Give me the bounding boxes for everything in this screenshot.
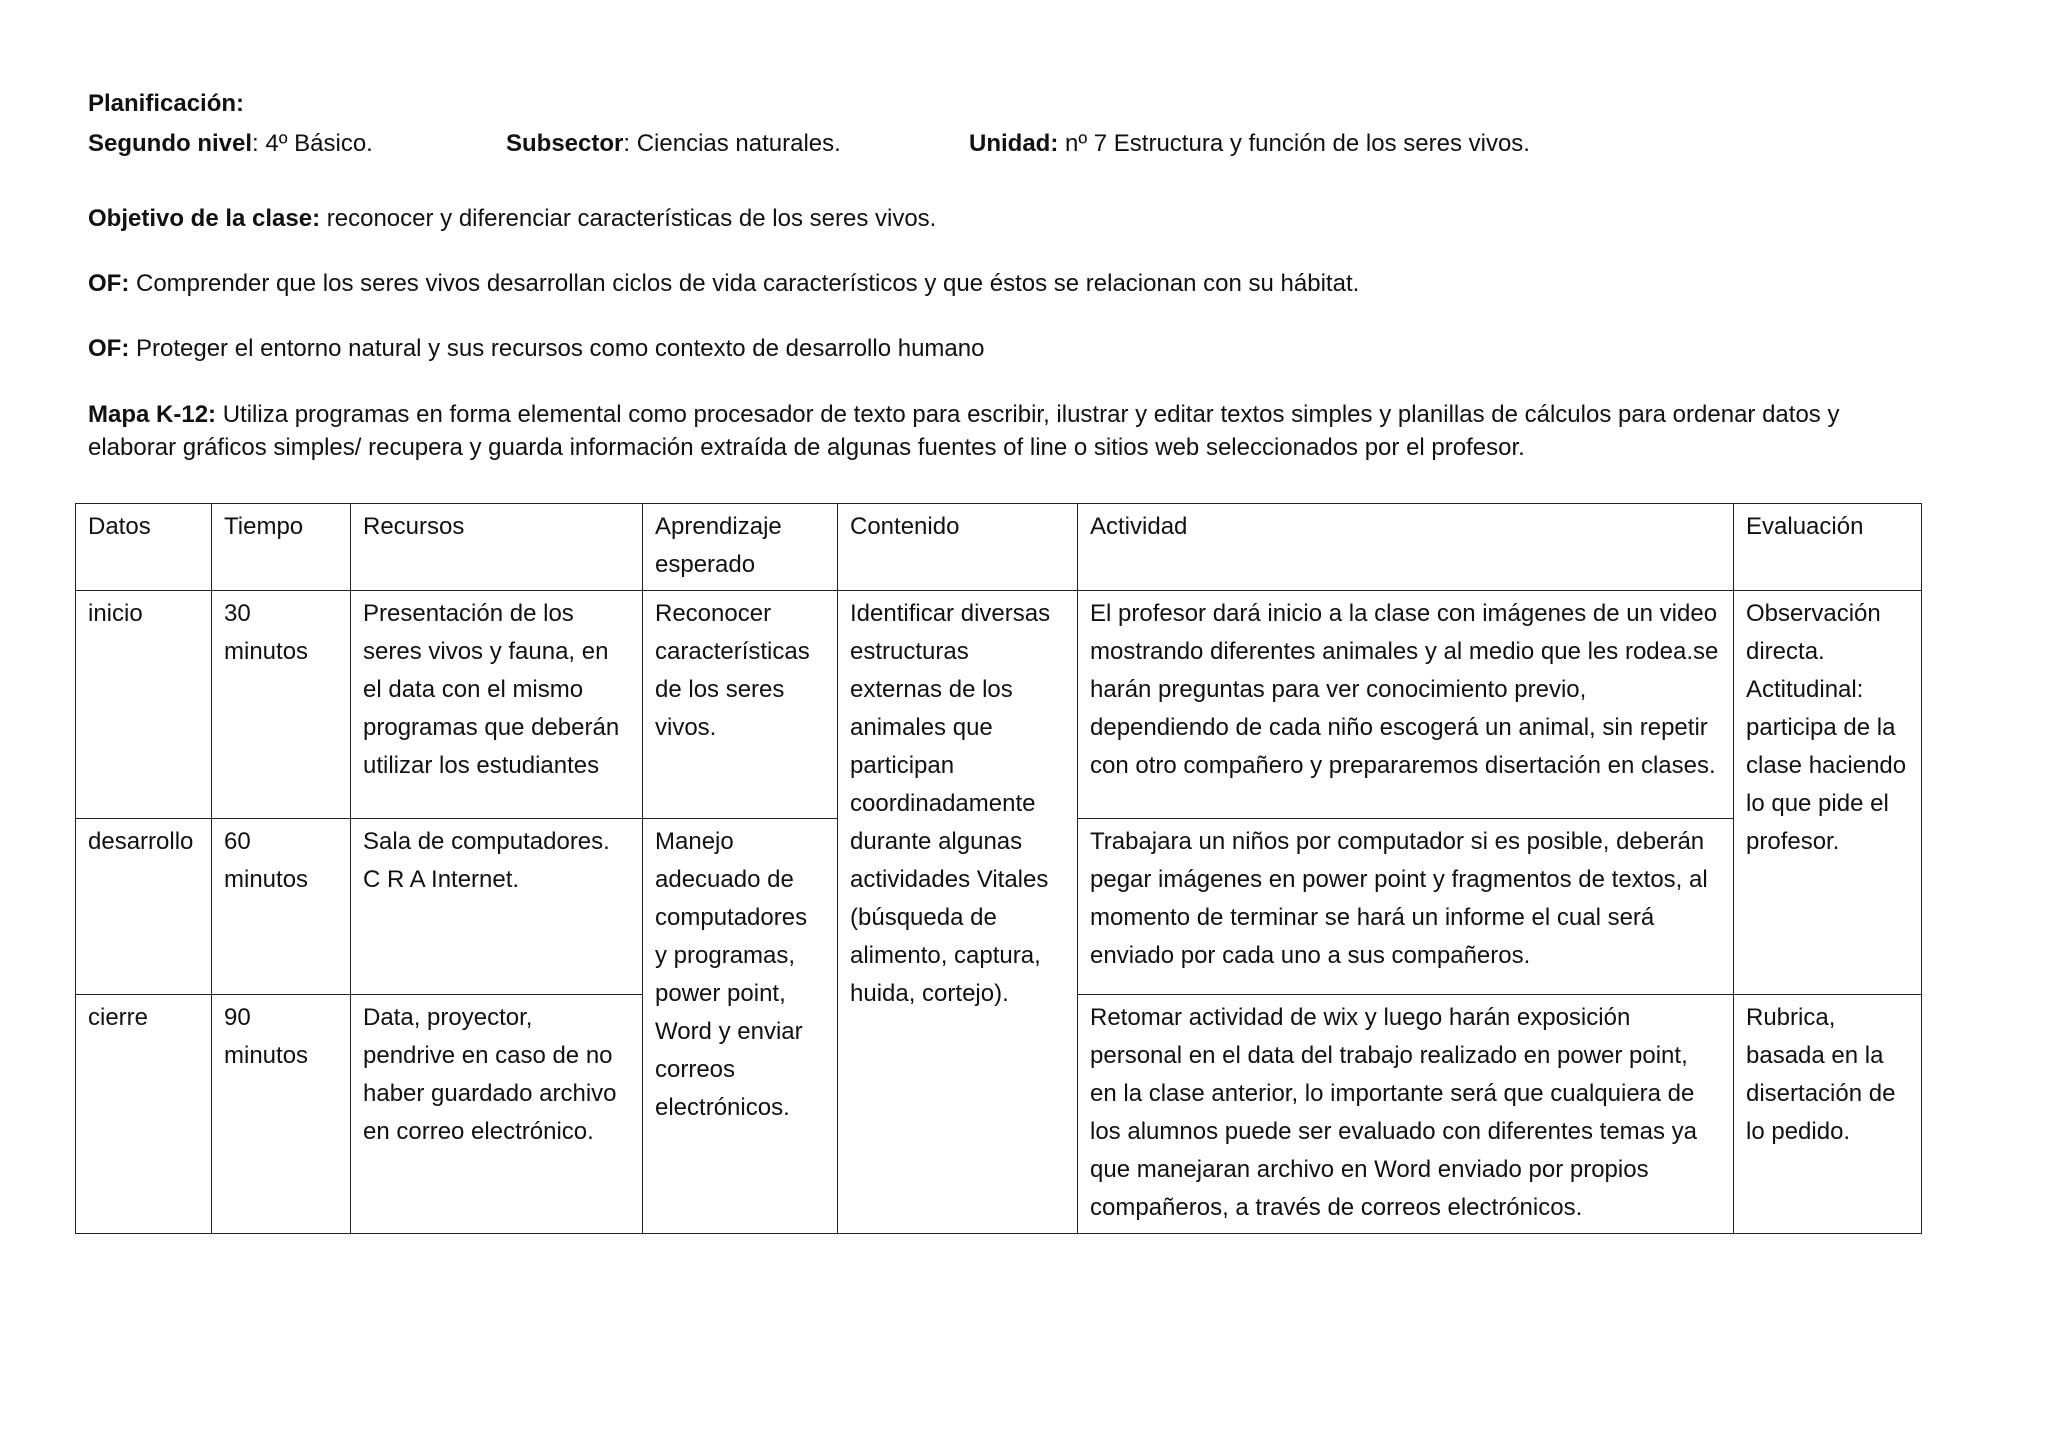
cell-actividad: Trabajara un niños por computador si es posible, deberán pegar imágenes en power point y fragmentos de textos, al momento de terminar se hará un informe el cual será enviado por cada uno a sus compañeros. xyxy=(1078,819,1734,995)
unidad-field xyxy=(969,128,1530,160)
cell-evaluacion: Observación directa. Actitudinal: participa de la clase haciendo lo que pide el profesor. xyxy=(1734,591,1922,995)
of2-line xyxy=(88,333,984,365)
of1-line xyxy=(88,268,1359,300)
header-cell-tiempo: Tiempo xyxy=(212,504,351,591)
cell-datos: inicio xyxy=(76,591,212,819)
page-title: Planificación: xyxy=(88,90,245,117)
cell-tiempo: 60 minutos xyxy=(212,819,351,995)
of1-label: OF: xyxy=(88,270,130,297)
cell-actividad: Retomar actividad de wix y luego harán exposición personal en el data del trabajo realizado en power point, en la clase anterior, lo importante será que cualquiera de los alumnos puede ser evaluado con diferentes temas ya que manejaran archivo en Word enviado por propios compañeros, a través de correos electrónicos. xyxy=(1078,995,1734,1234)
cell-datos: cierre xyxy=(76,995,212,1234)
mapa-k12-paragraph xyxy=(88,398,1918,464)
cell-actividad: El profesor dará inicio a la clase con imágenes de un video mostrando diferentes animales y al medio que les rodea.se harán preguntas para ver conocimiento previo, dependiendo de cada niño escogerá un animal, sin repetir con otro compañero y prepararemos disertación en clases. xyxy=(1078,591,1734,819)
unidad-label: Unidad: xyxy=(969,130,1059,157)
planning-table xyxy=(75,503,1922,1234)
nivel-label: Segundo nivel xyxy=(88,130,253,157)
table-row xyxy=(76,591,1922,819)
header-cell-datos: Datos xyxy=(76,504,212,591)
header-cell-aprendizaje: Aprendizaje esperado xyxy=(643,504,838,591)
nivel-field xyxy=(88,128,373,160)
table-header-row xyxy=(76,504,1922,591)
header-cell-evaluacion: Evaluación xyxy=(1734,504,1922,591)
cell-tiempo: 30 minutos xyxy=(212,591,351,819)
objetivo-line xyxy=(88,203,936,235)
of1-text: Comprender que los seres vivos desarrollan ciclos de vida característicos y que éstos se relacionan con su hábitat. xyxy=(129,270,1360,297)
header-cell-actividad: Actividad xyxy=(1078,504,1734,591)
subsector-value: : Ciencias naturales. xyxy=(623,130,841,157)
cell-evaluacion: Rubrica, basada en la disertación de lo pedido. xyxy=(1734,995,1922,1234)
subsector-label: Subsector xyxy=(506,130,624,157)
of2-label: OF: xyxy=(88,335,130,362)
cell-recursos: Data, proyector, pendrive en caso de no haber guardado archivo en correo electrónico. xyxy=(351,995,643,1234)
header-cell-contenido: Contenido xyxy=(838,504,1078,591)
nivel-value: : 4º Básico. xyxy=(252,130,373,157)
unidad-value: nº 7 Estructura y función de los seres vivos. xyxy=(1058,130,1530,157)
mapa-label: Mapa K-12: xyxy=(88,401,217,428)
of2-text: Proteger el entorno natural y sus recursos como contexto de desarrollo humano xyxy=(129,335,985,362)
cell-datos: desarrollo xyxy=(76,819,212,995)
cell-aprendizaje: Reconocer características de los seres vivos. xyxy=(643,591,838,819)
cell-recursos: Presentación de los seres vivos y fauna, en el data con el mismo programas que deberán utilizar los estudiantes xyxy=(351,591,643,819)
cell-recursos: Sala de computadores. C R A Internet. xyxy=(351,819,643,995)
cell-tiempo: 90 minutos xyxy=(212,995,351,1234)
objetivo-text: reconocer y diferenciar características de los seres vivos. xyxy=(320,205,937,232)
objetivo-label: Objetivo de la clase: xyxy=(88,205,321,232)
cell-contenido: Identificar diversas estructuras externas de los animales que participan coordinadamente durante algunas actividades Vitales (búsqueda de alimento, captura, huida, cortejo). xyxy=(838,591,1078,1234)
subsector-field xyxy=(506,128,841,160)
mapa-text: Utiliza programas en forma elemental como procesador de texto para escribir, ilustrar y editar textos simples y planillas de cálculos para ordenar datos y elaborar gráficos simples/ recupera y guarda información extraída de algunas fuentes of line o sitios web seleccionados por el profesor. xyxy=(88,401,1840,461)
cell-aprendizaje: Manejo adecuado de computadores y programas, power point, Word y enviar correos electrónicos. xyxy=(643,819,838,1234)
header-cell-recursos: Recursos xyxy=(351,504,643,591)
